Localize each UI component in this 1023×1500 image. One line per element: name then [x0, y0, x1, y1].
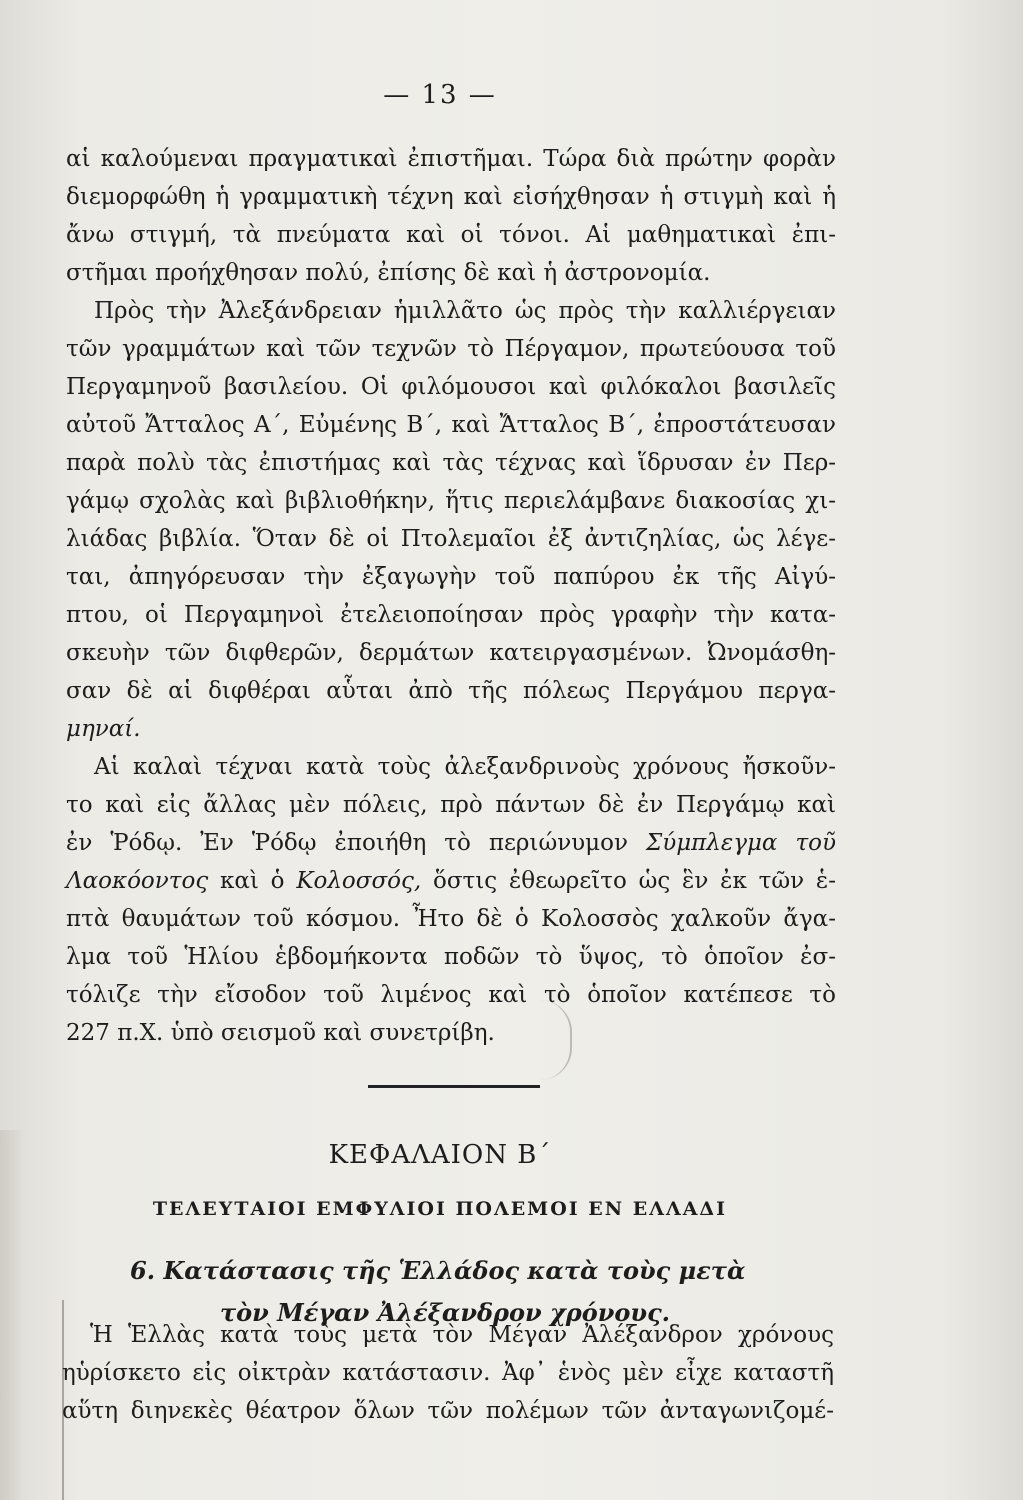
text-line: λμα τοῦ Ἡλίου ἑβδομήκοντα ποδῶν τὸ ὕψος, τὸ ὁποῖον ἐσ-: [66, 944, 836, 970]
artwork-title: Κολοσσός,: [296, 868, 422, 894]
artwork-title: Σύμπλεγμα τοῦ: [645, 830, 836, 856]
text-span: ἐν Ῥόδῳ. Ἐν Ῥόδῳ ἐποιήθη τὸ περιώνυμον: [66, 830, 646, 856]
section-heading-line: 6. Κατάστασις τῆς Ἑλλάδος κατὰ τοὺς μετὰ: [130, 1256, 746, 1285]
section-body: [62, 1316, 834, 1430]
text-line: τόλιζε τὴν εἴσοδον τοῦ λιμένος καὶ τὸ ὁποῖον κατέπεσε τὸ: [66, 982, 836, 1008]
text-line: πτὰ θαυμάτων τοῦ κόσμου. Ἦτο δὲ ὁ Κολοσσὸς χαλκοῦν ἄγα-: [66, 906, 836, 932]
chapter-subtitle: ΤΕΛΕΥΤΑΙΟΙ ΕΜΦΥΛΙΟΙ ΠΟΛΕΜΟΙ ΕΝ ΕΛΛΑΔΙ: [152, 1198, 728, 1220]
text-line: γάμῳ σχολὰς καὶ βιβλιοθήκην, ἥτις περιελάμβανε διακοσίας χι-: [66, 488, 836, 514]
text-line: ται, ἀπηγόρευσαν τὴν ἐξαγωγὴν τοῦ παπύρου ἐκ τῆς Αἰγύ-: [66, 564, 836, 590]
text-line: αὕτη διηνεκὲς θέατρον ὅλων τῶν πολέμων τῶν ἀνταγωνιζομέ-: [62, 1398, 834, 1424]
text-line: ηὑρίσκετο εἰς οἰκτρὰν κατάστασιν. Ἀφ᾽ ἑνὸς μὲν εἶχε καταστῆ: [62, 1360, 834, 1386]
text-line: τῶν γραμμάτων καὶ τῶν τεχνῶν τὸ Πέργαμον, πρωτεύουσα τοῦ: [66, 336, 836, 362]
text-line: μηναί.: [66, 716, 141, 742]
text-line: αἱ καλούμεναι πραγματικαὶ ἐπιστῆμαι. Τώρα διὰ πρώτην φορὰν: [66, 146, 836, 172]
text-line: Περγαμηνοῦ βασιλείου. Οἱ φιλόμουσοι καὶ φιλόκαλοι βασιλεῖς: [66, 374, 836, 400]
text-line: 227 π.Χ. ὑπὸ σεισμοῦ καὶ συνετρίβη.: [66, 1020, 495, 1046]
text-line: αὐτοῦ Ἄτταλος Α΄, Εὐμένης Β΄, καὶ Ἄτταλος Β΄, ἐπροστάτευσαν: [66, 412, 836, 438]
text-line: σαν δὲ αἱ διφθέραι αὗται ἀπὸ τῆς πόλεως Περγάμου περγα-: [66, 678, 836, 704]
text-line: σκευὴν τῶν διφθερῶν, δερμάτων κατειργασμένων. Ὠνομάσθη-: [66, 640, 836, 666]
text-line: το καὶ εἰς ἄλλας μὲν πόλεις, πρὸ πάντων δὲ ἐν Περγάμῳ καὶ: [66, 792, 836, 818]
text-span: καὶ ὁ: [208, 868, 297, 894]
text-line: [66, 862, 836, 900]
text-line: ἄνω στιγμή, τὰ πνεύματα καὶ οἱ τόνοι. Αἱ μαθηματικαὶ ἐπι-: [66, 222, 836, 248]
text-line: παρὰ πολὺ τὰς ἐπιστήμας καὶ τὰς τέχνας καὶ ἵδρυσαν ἐν Περ-: [66, 450, 836, 476]
text-span: ὅστις ἐθεωρεῖτο ὡς ἓν ἐκ τῶν ἑ-: [421, 868, 836, 894]
text-line: Πρὸς τὴν Ἀλεξάνδρειαν ἡμιλλᾶτο ὡς πρὸς τὴν καλλιέργειαν: [94, 298, 836, 324]
page-number: — 13 —: [383, 80, 497, 110]
text-line: [66, 824, 836, 862]
text-line: στῆμαι προήχθησαν πολύ, ἐπίσης δὲ καὶ ἡ ἀστρονομία.: [66, 260, 711, 286]
text-line: Ἡ Ἑλλὰς κατὰ τοὺς μετὰ τὸν Μέγαν Ἀλέξανδρον χρόνους: [90, 1322, 834, 1348]
artwork-title: Λαοκόοντος: [66, 868, 209, 894]
body-text: [66, 140, 836, 1052]
text-line: πτου, οἱ Περγαμηνοὶ ἐτελειοποίησαν πρὸς γραφὴν τὴν κατα-: [66, 602, 836, 628]
text-line: Αἱ καλαὶ τέχναι κατὰ τοὺς ἀλεξανδρινοὺς χρόνους ἤσκοῦν-: [94, 754, 836, 780]
text-line: διεμορφώθη ἡ γραμματικὴ τέχνη καὶ εἰσήχθησαν ἡ στιγμὴ καὶ ἡ: [66, 184, 836, 210]
section-divider: [368, 1085, 540, 1088]
margin-stain: [0, 1130, 24, 1500]
section-heading-line: τὸν Μέγαν Ἀλέξανδρον χρόνους.: [220, 1298, 671, 1327]
chapter-title: ΚΕΦΑΛΑΙΟΝ Β΄: [328, 1140, 552, 1170]
text-line: λιάδας βιβλία. Ὅταν δὲ οἱ Πτολεμαῖοι ἐξ ἀντιζηλίας, ὡς λέγε-: [66, 526, 836, 552]
